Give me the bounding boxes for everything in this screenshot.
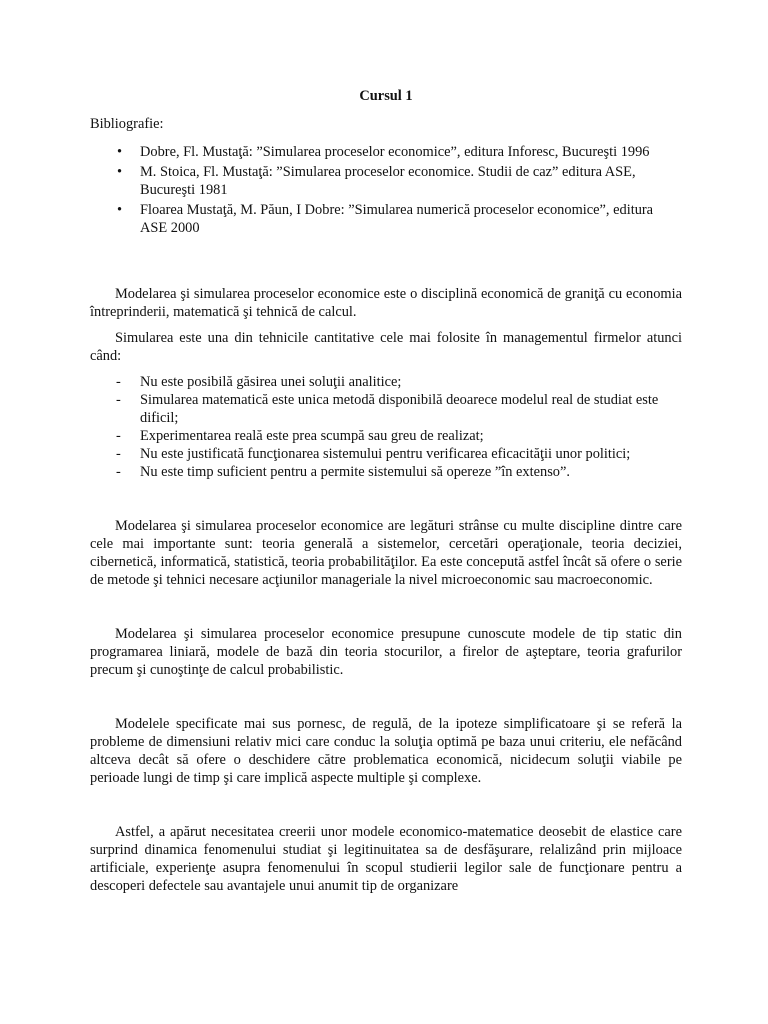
bibliography-list — [90, 143, 682, 237]
bibliography-item — [90, 201, 682, 237]
bibliography-item — [90, 143, 682, 161]
condition-item-text: Nu este timp suficient pentru a permite sistemului să opereze ”în extenso”. — [140, 464, 570, 480]
paragraph-models: Modelele specificate mai sus pornesc, de regulă, de la ipoteze simplificatoare şi se referă la probleme de dimensiuni relativ mici care conduc la soluţia optimă pe baza unui criteriu, ele nefăcând altceva decât să ofere o deschidere către problematica economică, nicidecum soluţii viabile pe perioade lungi de timp şi care implică aspecte multiple şi complexe. — [90, 716, 682, 786]
bibliography-item-text: Floarea Mustaţă, M. Păun, I Dobre: ”Simularea numerică proceselor economice”, editura ASE 2000 — [140, 202, 654, 236]
bullet-icon: • — [117, 202, 123, 218]
dash-icon: - — [116, 464, 121, 480]
bibliography-item — [90, 163, 682, 199]
paragraph-necessity: Astfel, a apărut necesitatea creerii unor modele economico-matematice deosebit de elastice care surprind dinamica fenomenului studiat şi legitinuitatea sa de desfăşurare, relalizând prin mijloace artificiale, experienţe asupra fenomenului în scopul studierii legilor sale de funcţionare pentru a descoperi defectele sau avantajele unui anumit tip de organizare — [90, 824, 682, 894]
condition-item-text: Nu este posibilă găsirea unei soluţii analitice; — [140, 374, 402, 390]
dash-icon: - — [116, 446, 121, 462]
condition-item — [90, 427, 682, 445]
paragraph-prerequisites: Modelarea şi simularea proceselor economice presupune cunoscute modele de tip static din programarea liniară, modele de bază din teoria stocurilor, a firelor de aşteptare, teoria grafurilor precum şi cunoştinţe de calcul probabilistic. — [90, 626, 682, 678]
bullet-icon: • — [117, 144, 123, 160]
document-title: Cursul 1 — [359, 88, 413, 104]
condition-item-text: Experimentarea reală este prea scumpă sau greu de realizat; — [140, 428, 484, 444]
document-page — [90, 88, 682, 895]
condition-item-text: Nu este justificată funcţionarea sistemului pentru verificarea eficacităţii unor politici; — [140, 446, 631, 462]
bibliography-item-text: M. Stoica, Fl. Mustaţă: ”Simularea proceselor economice. Studii de caz” editura ASE, Bucureşti 1981 — [140, 164, 636, 198]
condition-item — [90, 445, 682, 463]
condition-item — [90, 391, 682, 427]
paragraph-related-disciplines: Modelarea şi simularea proceselor economice are legături strânse cu multe discipline dintre care cele mai importante sunt: teoria generală a sistemelor, cercetări operaţionale, teoria deciziei, cibernetică, informatică, statistică, teoria probabilităţilor. Ea este concepută astfel încât să ofere o serie de metode şi tehnici necesare acţiunilor manageriale la nivel microeconomic sau macroeconomic. — [90, 518, 682, 588]
paragraph-simulation: Simularea este una din tehnicile cantitative cele mai folosite în managementul firmelor atunci când: — [90, 330, 682, 364]
condition-item — [90, 373, 682, 391]
dash-icon: - — [116, 392, 121, 408]
bullet-icon: • — [117, 164, 123, 180]
condition-item — [90, 463, 682, 481]
dash-icon: - — [116, 428, 121, 444]
dash-icon: - — [116, 374, 121, 390]
bibliography-label: Bibliografie: — [90, 116, 164, 132]
condition-item-text: Simularea matematică este unica metodă disponibilă deoarece modelul real de studiat este dificil; — [140, 392, 659, 426]
conditions-list — [90, 373, 682, 481]
paragraph-intro: Modelarea şi simularea proceselor economice este o disciplină economică de graniţă cu economia întreprinderii, matematică şi tehnică de calcul. — [90, 286, 682, 320]
bibliography-item-text: Dobre, Fl. Mustaţă: ”Simularea proceselor economice”, editura Inforesc, Bucureşti 1996 — [140, 144, 650, 160]
